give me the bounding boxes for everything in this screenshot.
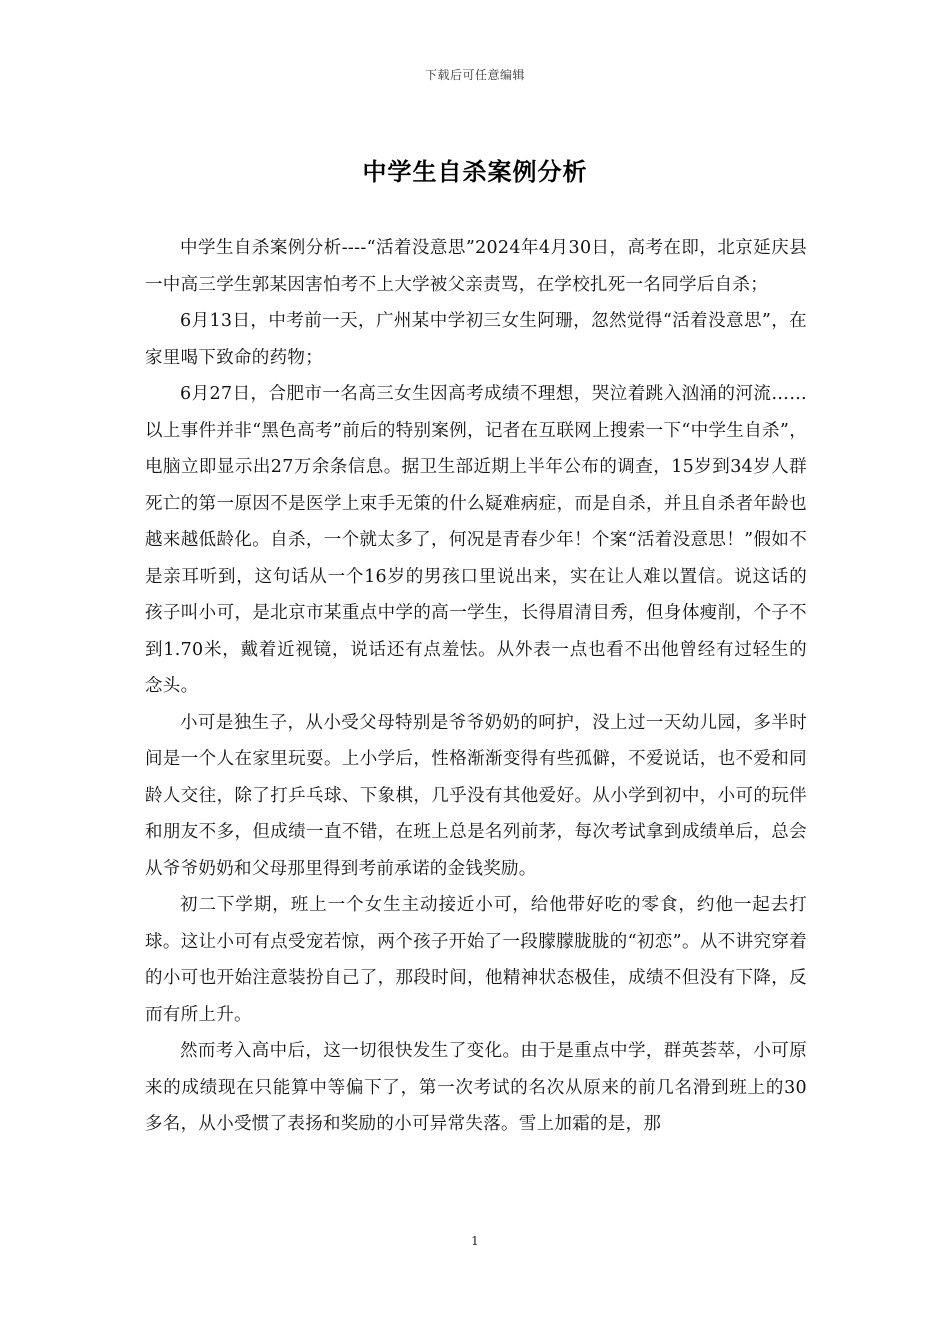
paragraph-5: 初二下学期，班上一个女生主动接近小可，给他带好吃的零食，约他一起去打球。这让小可有点受宠若惊，两个孩子开始了一段朦朦胧胧的“初恋”。从不讲究穿着的小可也开始注意装扮自己了，那段时间，他精神状态极佳，成绩不但没有下降，反而有所上升。 [145, 895, 807, 1025]
paragraph-2: 6月13日，中考前一天，广州某中学初三女生阿珊，忽然觉得“活着没意思”，在家里喝下致命的药物； [145, 311, 807, 368]
page-number: 1 [471, 1234, 479, 1248]
header-note: 下载后可任意编辑 [424, 68, 525, 82]
paragraph-6: 然而考入高中后，这一切很快发生了变化。由于是重点中学，群英荟萃，小可原来的成绩现在只能算中等偏下了，第一次考试的名次从原来的前几名滑到班上的30多名，从小受惯了表扬和奖励的小可异常失落。雪上加霜的是，那 [145, 1041, 807, 1134]
document-body [145, 230, 807, 1143]
paragraph-3: 6月27日，合肥市一名高三女生因高考成绩不理想，哭泣着跳入汹涌的河流……以上事件并非“黑色高考”前后的特别案例，记者在互联网上搜索一下“中学生自杀”，电脑立即显示出27万余条信息。据卫生部近期上半年公布的调查，15岁到34岁人群死亡的第一原因不是医学上束手无策的什么疑难病症，而是自杀，并且自杀者年龄也越来越低龄化。自杀，一个就太多了，何况是青春少年！个案“活着没意思！”假如不是亲耳听到，这句话从一个16岁的男孩口里说出来，实在让人难以置信。说这话的孩子叫小可，是北京市某重点中学的高一学生，长得眉清目秀，但身体瘦削，个子不到1.70米，戴着近视镜，说话还有点羞怯。从外表一点也看不出他曾经有过轻生的念头。 [145, 384, 807, 696]
paragraph-1: 中学生自杀案例分析----“活着没意思”2024年4月30日，高考在即，北京延庆县一中高三学生郭某因害怕考不上大学被父亲责骂，在学校扎死一名同学后自杀； [145, 238, 807, 295]
document-title: 中学生自杀案例分析 [362, 157, 588, 186]
paragraph-4: 小可是独生子，从小受父母特别是爷爷奶奶的呵护，没上过一天幼儿园，多半时间是一个人在家里玩耍。上小学后，性格渐渐变得有些孤僻，不爱说话，也不爱和同龄人交往，除了打乒乓球、下象棋，几乎没有其他爱好。从小学到初中，小可的玩伴和朋友不多，但成绩一直不错，在班上总是名列前茅，每次考试拿到成绩单后，总会从爷爷奶奶和父母那里得到考前承诺的金钱奖励。 [145, 712, 807, 879]
